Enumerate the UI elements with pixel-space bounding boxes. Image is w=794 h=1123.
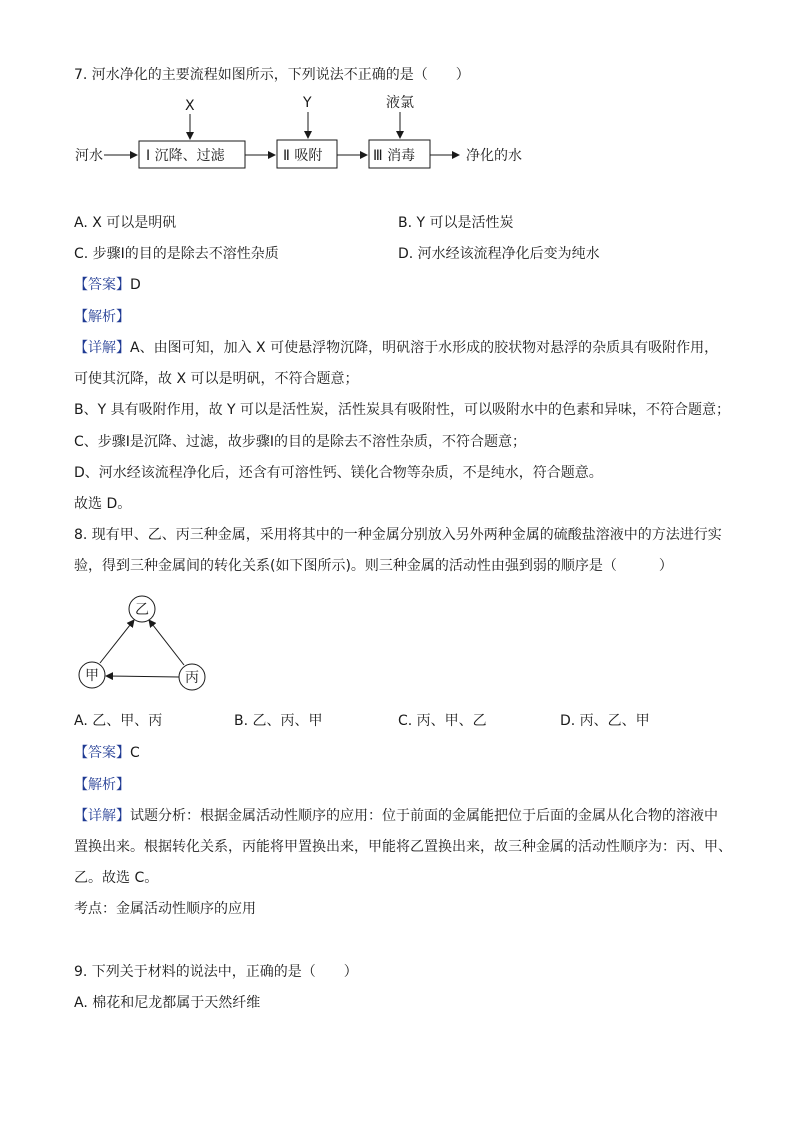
q8-metal-diagram [0,590,260,700]
q8-option-c: C. 丙、甲、乙 [398,713,487,729]
q7-option-c: C. 步骤Ⅰ的目的是除去不溶性杂质 [74,246,279,262]
q8-node-jia-label: 甲 [85,668,99,684]
q7-answer [74,276,141,294]
q7-answer-value: D [130,277,141,293]
q7-detail-1 [74,339,718,357]
q8-node-bing-label: 丙 [185,670,199,686]
q7-detail-tag: 【详解】 [74,340,130,356]
q8-kaodian: 考点：金属活动性顺序的应用 [74,901,256,917]
q8-stem-2: 验，得到三种金属间的转化关系(如下图所示)。则三种金属的活动性由强到弱的顺序是（ ） [74,558,673,574]
q8-answer-value: C [130,745,140,761]
q7-detail-4: C、步骤Ⅰ是沉降、过滤，故步骤Ⅰ的目的是除去不溶性杂质，不符合题意； [74,434,527,450]
q7-answer-tag: 【答案】 [74,277,130,293]
q8-arrow-jia-to-yi [100,620,134,663]
q8-detail-1 [74,807,718,825]
q8-option-a: A. 乙、甲、丙 [74,713,163,729]
q7-analysis-tag: 【解析】 [74,309,130,325]
q7-detail-3: B、Y 具有吸附作用，故 Y 可以是活性炭，活性炭具有吸附性，可以吸附水中的色素和异味，不符合题意； [74,402,731,418]
q9-stem: 9. 下列关于材料的说法中，正确的是（ ） [74,964,358,980]
q8-detail-1-text: 试题分析：根据金属活动性顺序的应用：位于前面的金属能把位于后面的金属从化合物的溶液中 [130,808,718,824]
q9-option-a: A. 棉花和尼龙都属于天然纤维 [74,995,261,1011]
q7-step2-label: Ⅱ 吸附 [283,148,323,164]
q7-option-a: A. X 可以是明矾 [74,215,177,231]
q8-answer [74,744,140,762]
q7-detail-2: 可使其沉降，故 X 可以是明矾，不符合题意； [74,371,359,387]
q7-flow-diagram [0,0,794,200]
q7-conclusion: 故选 D。 [74,496,132,512]
q8-arrow-bing-to-jia [106,676,179,677]
q8-option-d: D. 丙、乙、甲 [560,713,650,729]
q8-stem-1: 8. 现有甲、乙、丙三种金属，采用将其中的一种金属分别放入另外两种金属的硫酸盐溶液中的方法进行实 [74,527,722,543]
q7-detail-1-text: A、由图可知，加入 X 可使悬浮物沉降，明矾溶于水形成的胶状物对悬浮的杂质具有吸附作用， [130,340,719,356]
q8-analysis-tag: 【解析】 [74,777,130,793]
q7-detail-5: D、河水经该流程净化后，还含有可溶性钙、镁化合物等杂质，不是纯水，符合题意。 [74,465,603,481]
q7-option-b: B. Y 可以是活性炭 [398,215,514,231]
q8-detail-tag: 【详解】 [74,808,130,824]
q7-input-label: 河水 [75,148,103,164]
q7-step1-label: Ⅰ 沉降、过滤 [146,148,225,164]
q7-stem: 7. 河水净化的主要流程如图所示，下列说法不正确的是（ ） [74,67,470,83]
q7-option-d: D. 河水经该流程净化后变为纯水 [398,246,600,262]
q8-arrow-bing-to-yi [149,620,184,665]
q7-x-label: X [185,98,195,114]
q8-option-b: B. 乙、丙、甲 [234,713,323,729]
q7-step3-label: Ⅲ 消毒 [373,148,416,164]
q8-detail-3: 乙。故选 C。 [74,870,159,886]
q8-node-yi-label: 乙 [135,602,149,618]
q7-output-label: 净化的水 [466,148,522,164]
q8-answer-tag: 【答案】 [74,745,130,761]
q8-detail-2: 置换出来。根据转化关系，丙能将甲置换出来，甲能将乙置换出来，故三种金属的活动性顺序为：丙、甲、 [74,839,732,855]
q7-y-label: Y [303,95,312,111]
q7-chlorine-label: 液氯 [386,95,414,111]
